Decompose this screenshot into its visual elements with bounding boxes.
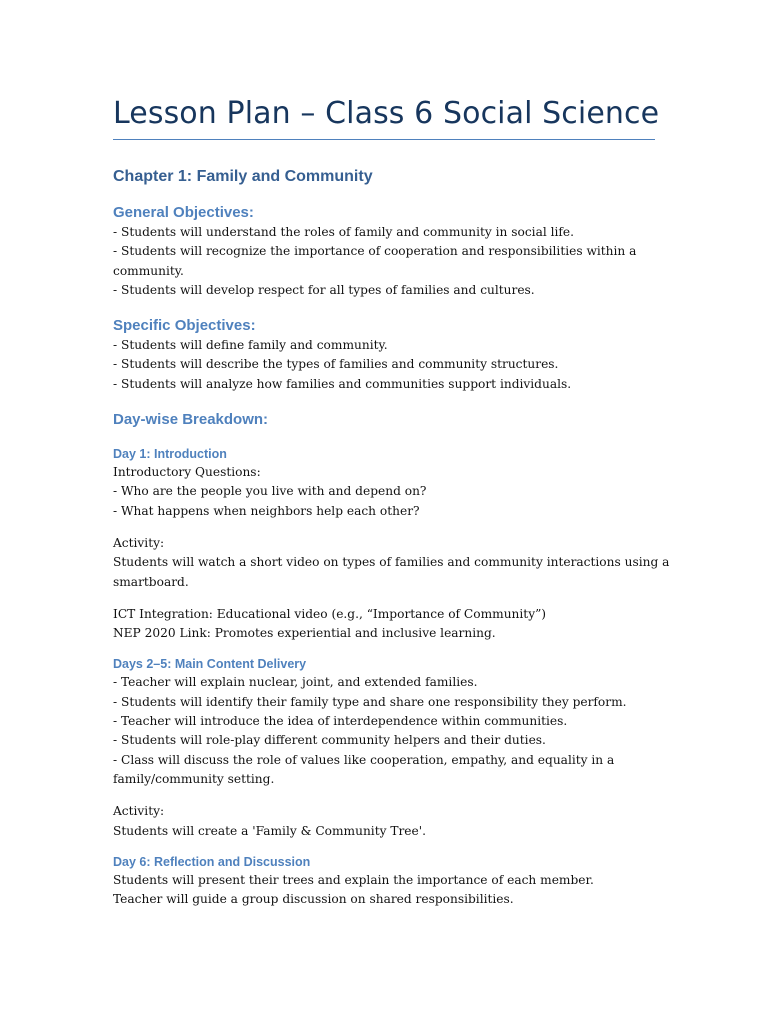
title-divider — [113, 139, 655, 140]
general-objectives-list — [113, 223, 673, 300]
day2-5-heading: Days 2–5: Main Content Delivery — [113, 657, 307, 672]
day2-5-activity-text: Students will create a 'Family & Community Tree'. — [113, 823, 426, 838]
day1-heading: Day 1: Introduction — [113, 447, 227, 462]
day2-5-line: family/community setting. — [113, 771, 275, 786]
day2-5-activity-label: Activity: — [113, 804, 165, 819]
day6-line: Students will present their trees and explain the importance of each member. — [113, 872, 594, 887]
day6-heading: Day 6: Reflection and Discussion — [113, 854, 311, 869]
specific-objective-line: - Students will define family and community. — [113, 338, 388, 353]
document-body — [113, 96, 673, 909]
specific-objectives-heading: Specific Objectives: — [113, 317, 256, 335]
day2-5-line: - Students will role-play different community helpers and their duties. — [113, 733, 546, 748]
page-title: Lesson Plan – Class 6 Social Science — [113, 96, 660, 131]
day1-nep-link: NEP 2020 Link: Promotes experiential and inclusive learning. — [113, 626, 496, 641]
general-objective-line: - Students will recognize the importance of cooperation and responsibilities within a — [113, 244, 637, 259]
day2-5-line: - Teacher will introduce the idea of interdependence within communities. — [113, 714, 568, 729]
day1-question: - Who are the people you live with and depend on? — [113, 484, 427, 499]
specific-objective-line: - Students will describe the types of families and community structures. — [113, 357, 559, 372]
day2-5-line: - Class will discuss the role of values like cooperation, empathy, and equality in a — [113, 752, 615, 767]
general-objective-line: - Students will develop respect for all types of families and cultures. — [113, 282, 535, 297]
day1-questions-label: Introductory Questions: — [113, 465, 261, 480]
day1-activity-line: smartboard. — [113, 574, 189, 589]
day1-question: - What happens when neighbors help each other? — [113, 503, 420, 518]
day1-activity-line: Students will watch a short video on types of families and community interactions using a — [113, 555, 670, 570]
chapter-heading: Chapter 1: Family and Community — [113, 168, 373, 185]
daywise-heading: Day-wise Breakdown: — [113, 411, 269, 429]
general-objective-line: - Students will understand the roles of family and community in social life. — [113, 225, 574, 239]
day2-5-line: - Students will identify their family type and share one responsibility they perform. — [113, 694, 627, 709]
general-objective-line: community. — [113, 263, 184, 278]
specific-objectives-list — [113, 336, 673, 394]
day6-line: Teacher will guide a group discussion on shared responsibilities. — [113, 892, 514, 907]
day1-activity-label: Activity: — [113, 535, 165, 550]
day1-ict-integration: ICT Integration: Educational video (e.g., “Importance of Community”) — [113, 606, 547, 621]
specific-objective-line: - Students will analyze how families and communities support individuals. — [113, 376, 572, 391]
general-objectives-heading: General Objectives: — [113, 204, 254, 221]
day2-5-line: - Teacher will explain nuclear, joint, and extended families. — [113, 675, 478, 690]
